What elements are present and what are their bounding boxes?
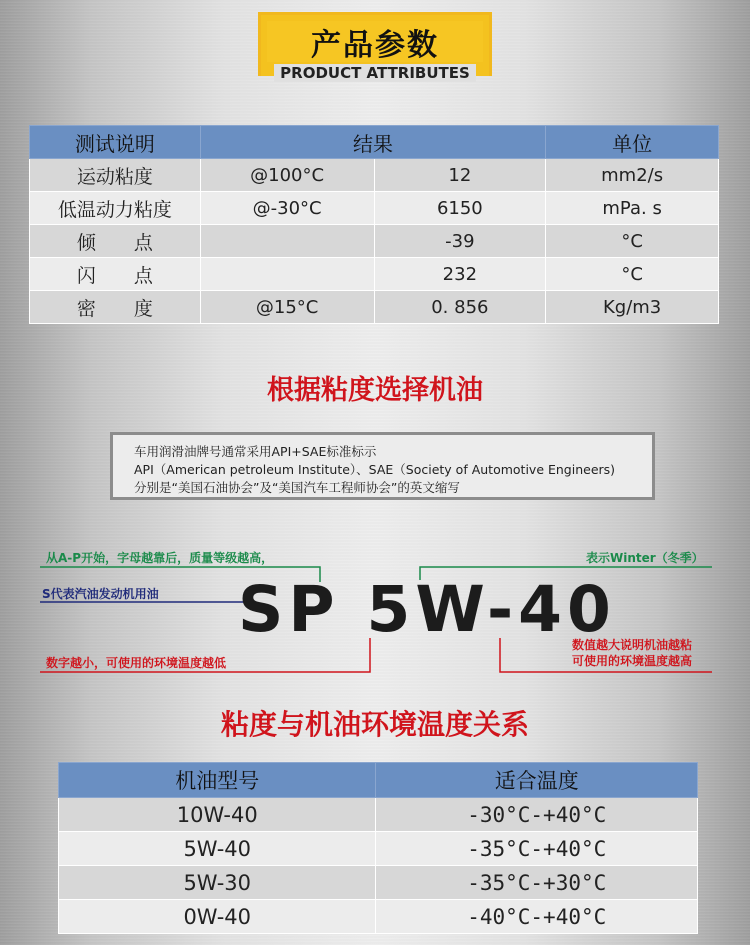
section-title-temp-relation: 粘度与机油环境温度关系 (220, 708, 529, 741)
row-label: 闪 点 (30, 258, 201, 291)
api-note-line: 车用润滑油牌号通常采用API+SAE标准标示 (134, 444, 377, 459)
table-row (59, 866, 698, 900)
column-header: 机油型号 (59, 763, 376, 798)
column-header: 单位 (546, 126, 719, 159)
api-note-line: 分别是“美国石油协会”及“美国汽车工程师协会”的英文缩写 (134, 480, 460, 495)
oil-grade-cell: 5W-40 (59, 832, 376, 866)
table-row (30, 258, 719, 291)
oil-grade-label: SP 5W-40 (238, 573, 616, 646)
row-value: -39 (374, 225, 546, 258)
page-title: 产品参数 (311, 28, 439, 63)
api-note-line: API（American petroleum Institute）、SAE（Society of Automotive Engineers) (134, 462, 616, 477)
row-value: 12 (374, 159, 546, 192)
row-condition: @15°C (200, 291, 374, 324)
row-label: 低温动力粘度 (30, 192, 201, 225)
row-label: 密 度 (30, 291, 201, 324)
table-row (30, 192, 719, 225)
oil-grade-cell: 10W-40 (59, 798, 376, 832)
row-label: 倾 点 (30, 225, 201, 258)
temp-range-cell: -30°C-+40°C (376, 798, 698, 832)
temperature-table (58, 762, 698, 934)
table-row (30, 291, 719, 324)
annotation-high-number: 数值越大说明机油越粘 (572, 638, 693, 652)
section-title-viscosity-choice: 根据粘度选择机油 (267, 375, 483, 406)
row-unit: °C (546, 225, 719, 258)
table-header-row (30, 126, 719, 159)
temp-range-cell: -35°C-+30°C (376, 866, 698, 900)
attributes-table (29, 125, 719, 324)
row-unit: mm2/s (546, 159, 719, 192)
oil-grade-cell: 5W-30 (59, 866, 376, 900)
row-unit: mPa. s (546, 192, 719, 225)
table-header-row (59, 763, 698, 798)
table-row (59, 900, 698, 934)
column-header: 结果 (200, 126, 545, 159)
annotation-s-meaning: S代表汽油发动机用油 (42, 587, 159, 601)
column-header: 测试说明 (30, 126, 201, 159)
annotation-high-number: 可使用的环境温度越高 (572, 654, 693, 668)
row-value: 232 (374, 258, 546, 291)
column-header: 适合温度 (376, 763, 698, 798)
row-condition (200, 225, 374, 258)
row-condition: @100°C (200, 159, 374, 192)
row-value: 0. 856 (374, 291, 546, 324)
temp-range-cell: -35°C-+40°C (376, 832, 698, 866)
row-unit: °C (546, 258, 719, 291)
page-subtitle: PRODUCT ATTRIBUTES (258, 64, 492, 82)
row-condition (200, 258, 374, 291)
annotation-letters: 从A-P开始，字母越靠后，质量等级越高， (46, 551, 274, 565)
oil-grade-cell: 0W-40 (59, 900, 376, 934)
row-unit: Kg/m3 (546, 291, 719, 324)
table-row (59, 798, 698, 832)
row-value: 6150 (374, 192, 546, 225)
annotation-low-number: 数字越小，可使用的环境温度越低 (46, 656, 227, 670)
table-row (59, 832, 698, 866)
row-label: 运动粘度 (30, 159, 201, 192)
temp-range-cell: -40°C-+40°C (376, 900, 698, 934)
row-condition: @-30°C (200, 192, 374, 225)
annotation-winter: 表示Winter（冬季） (586, 551, 704, 565)
table-row (30, 159, 719, 192)
table-row (30, 225, 719, 258)
